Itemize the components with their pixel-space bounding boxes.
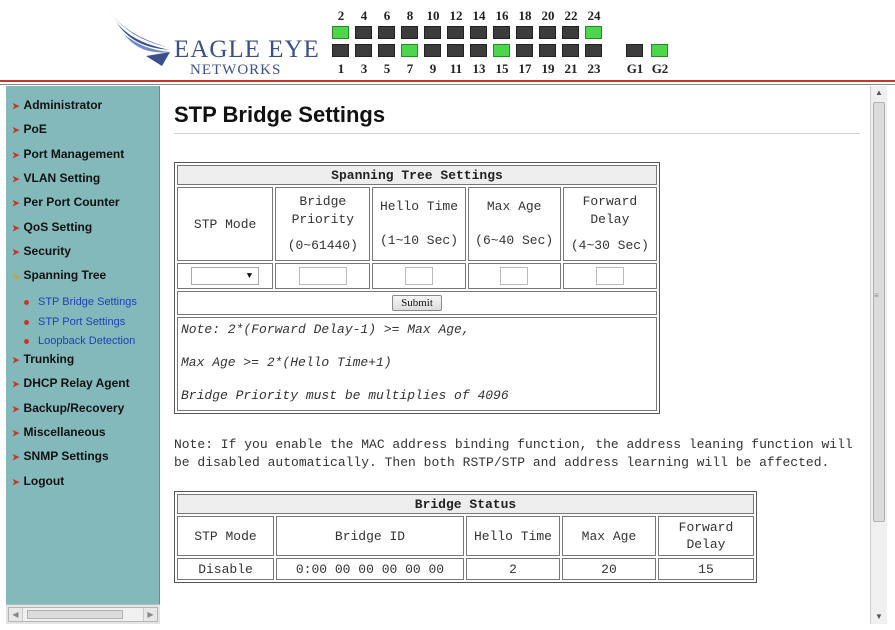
sidebar-subitem-label: Loopback Detection: [38, 335, 136, 347]
port-indicator-23[interactable]: [585, 44, 602, 57]
max-age-input[interactable]: [500, 267, 528, 285]
port-indicator-19[interactable]: [539, 44, 556, 57]
expanded-arrow-icon: ⇘: [12, 271, 20, 281]
sidebar-item-miscellaneous[interactable]: [12, 425, 106, 439]
port-label-19: 19: [541, 61, 555, 76]
port-indicator-7[interactable]: [401, 44, 418, 57]
port-indicator-15[interactable]: [493, 44, 510, 57]
sidebar-item-trunking[interactable]: [12, 352, 74, 366]
submit-button[interactable]: Submit: [392, 295, 442, 311]
bullet-icon: [24, 339, 29, 344]
col-forward-delay: [563, 187, 657, 261]
sidebar-item-label: Backup/Recovery: [23, 401, 125, 415]
bridge-priority-input[interactable]: [299, 267, 347, 285]
port-label-13: 13: [472, 61, 486, 76]
port-label-3: 3: [360, 61, 368, 76]
sidebar-item-label: PoE: [23, 122, 47, 136]
port-label-15: 15: [495, 61, 509, 76]
sidebar-item-security[interactable]: [12, 244, 71, 258]
forward-delay-input[interactable]: [596, 267, 624, 285]
port-indicator-12[interactable]: [447, 26, 464, 39]
title-divider: [174, 133, 860, 134]
sidebar-item-vlan-setting[interactable]: [12, 171, 100, 185]
status-bridge-id: 0:00 00 00 00 00 00: [276, 558, 464, 580]
settings-caption: Spanning Tree Settings: [177, 165, 657, 185]
port-label-10: 10: [426, 8, 440, 23]
port-indicator-18[interactable]: [516, 26, 533, 39]
status-header-hello-time: Hello Time: [466, 516, 560, 556]
port-label-14: 14: [472, 8, 486, 23]
arrow-right-icon: ➤: [12, 404, 20, 414]
port-indicator-g2[interactable]: [651, 44, 668, 57]
port-indicator-10[interactable]: [424, 26, 441, 39]
col-max-age: [468, 187, 561, 261]
max-age-cell: [468, 263, 561, 289]
sidebar-item-label: Per Port Counter: [23, 195, 120, 209]
arrow-right-icon: ➤: [12, 452, 20, 462]
arrow-right-icon: ➤: [12, 223, 20, 233]
scroll-left-icon[interactable]: ◀: [9, 608, 23, 621]
port-status-panel: [330, 8, 690, 80]
submit-cell: [177, 291, 657, 315]
status-max-age: 20: [562, 558, 656, 580]
col-hello-time-label: Hello Time: [380, 199, 459, 214]
arrow-right-icon: ➤: [12, 247, 20, 257]
sidebar-nav: [6, 86, 160, 604]
eagle-eye-logo: [106, 8, 320, 78]
sidebar-item-snmp-settings[interactable]: [12, 449, 109, 463]
port-label-16: 16: [495, 8, 509, 23]
bridge-priority-cell: [275, 263, 370, 289]
note-line-3: Bridge Priority must be multiplies of 4096: [181, 388, 509, 403]
port-indicator-14[interactable]: [470, 26, 487, 39]
port-indicator-11[interactable]: [447, 44, 464, 57]
port-label-g1: G1: [626, 61, 644, 76]
eagle-wing-icon: [106, 8, 176, 70]
port-label-20: 20: [541, 8, 555, 23]
col-bridge-priority-range: (0~61440): [287, 238, 358, 253]
port-label-11: 11: [449, 61, 463, 76]
sidebar-item-label: Spanning Tree: [23, 268, 107, 282]
status-header-bridge-id: Bridge ID: [276, 516, 464, 556]
port-indicator-4[interactable]: [355, 26, 372, 39]
sidebar-item-logout[interactable]: [12, 474, 64, 488]
sidebar-item-per-port-counter[interactable]: [12, 195, 120, 209]
scroll-up-icon[interactable]: ▲: [875, 88, 883, 97]
sidebar-item-label: Logout: [23, 474, 65, 488]
arrow-right-icon: ➤: [12, 198, 20, 208]
forward-delay-cell: [563, 263, 657, 289]
sidebar-item-label: Port Management: [23, 147, 125, 161]
sidebar-item-qos-setting[interactable]: [12, 220, 92, 234]
sidebar-subitem-stp-bridge-settings[interactable]: [24, 296, 137, 308]
col-bridge-priority-label: Bridge Priority: [291, 194, 355, 227]
port-indicator-13[interactable]: [470, 44, 487, 57]
settings-note: [177, 317, 657, 411]
page-title: STP Bridge Settings: [174, 102, 386, 127]
port-label-5: 5: [383, 61, 391, 76]
port-indicator-24[interactable]: [585, 26, 602, 39]
spanning-tree-settings-table: [174, 162, 660, 414]
port-indicator-21[interactable]: [562, 44, 579, 57]
sidebar-item-label: QoS Setting: [23, 220, 93, 234]
col-max-age-label: Max Age: [486, 199, 542, 214]
scroll-right-icon[interactable]: ▶: [143, 608, 157, 621]
arrow-right-icon: ➤: [12, 174, 20, 184]
stp-mode-cell: [177, 263, 273, 289]
sidebar-horizontal-scrollbar[interactable]: [8, 607, 158, 622]
scroll-thumb[interactable]: [873, 102, 885, 522]
col-hello-time: [372, 187, 465, 261]
port-label-2: 2: [337, 8, 345, 23]
hello-time-input[interactable]: [405, 267, 433, 285]
header: [0, 0, 895, 82]
header-divider: [0, 84, 895, 85]
port-label-1: 1: [337, 61, 345, 76]
arrow-right-icon: ➤: [12, 355, 20, 365]
port-label-24: 24: [587, 8, 601, 23]
sidebar-subitem-loopback-detection[interactable]: [24, 335, 135, 347]
port-indicator-8[interactable]: [401, 26, 418, 39]
sidebar-item-label: Administrator: [23, 98, 103, 112]
status-forward-delay: 15: [658, 558, 754, 580]
port-label-21: 21: [564, 61, 578, 76]
port-label-23: 23: [587, 61, 601, 76]
bridge-status-table: [174, 491, 757, 583]
col-hello-time-range: (1~10 Sec): [380, 233, 459, 248]
sidebar-item-administrator[interactable]: [12, 98, 102, 112]
col-stp-mode: STP Mode: [177, 187, 273, 261]
sidebar-item-port-management[interactable]: [12, 147, 124, 161]
scroll-thumb[interactable]: [27, 610, 123, 619]
col-forward-delay-label: Forward Delay: [582, 194, 638, 227]
port-label-4: 4: [360, 8, 368, 23]
sidebar-item-label: VLAN Setting: [23, 171, 101, 185]
sidebar-item-label: DHCP Relay Agent: [23, 376, 130, 390]
col-forward-delay-range: (4~30 Sec): [570, 238, 649, 253]
port-label-7: 7: [406, 61, 414, 76]
status-header-stp-mode: STP Mode: [177, 516, 274, 556]
bullet-icon: [24, 320, 29, 325]
port-indicator-6[interactable]: [378, 26, 395, 39]
status-hello-time: 2: [466, 558, 560, 580]
scroll-down-icon[interactable]: ▼: [875, 612, 883, 621]
arrow-right-icon: ➤: [12, 101, 20, 111]
brand-name: EAGLE EYE: [174, 36, 320, 63]
brand-subname: NETWORKS: [190, 62, 282, 78]
port-indicator-1[interactable]: [332, 44, 349, 57]
status-header-forward-delay: [658, 516, 754, 556]
status-caption: Bridge Status: [177, 494, 754, 514]
port-label-12: 12: [449, 8, 463, 23]
port-indicator-22[interactable]: [562, 26, 579, 39]
note-line-1: Note: 2*(Forward Delay-1) >= Max Age,: [181, 322, 470, 337]
port-label-6: 6: [383, 8, 391, 23]
arrow-right-icon: ➤: [12, 379, 20, 389]
scroll-grip-icon: ≡: [874, 291, 879, 300]
sidebar-item-dhcp-relay-agent[interactable]: [12, 376, 130, 390]
sidebar-item-spanning-tree[interactable]: [12, 268, 106, 282]
sidebar-item-label: SNMP Settings: [23, 449, 109, 463]
main-vertical-scrollbar[interactable]: [870, 86, 887, 624]
sidebar-item-backup-recovery[interactable]: [12, 401, 124, 415]
arrow-right-icon: ➤: [12, 428, 20, 438]
sidebar-item-label: Security: [23, 244, 71, 258]
port-indicator-17[interactable]: [516, 44, 533, 57]
sidebar-item-label: Miscellaneous: [23, 425, 106, 439]
status-header-max-age: Max Age: [562, 516, 656, 556]
arrow-right-icon: ➤: [12, 125, 20, 135]
main-content: [162, 86, 870, 624]
sidebar-subitem-stp-port-settings[interactable]: [24, 316, 125, 328]
col-max-age-range: (6~40 Sec): [475, 233, 554, 248]
port-indicator-g1[interactable]: [626, 44, 643, 57]
arrow-right-icon: ➤: [12, 150, 20, 160]
port-indicator-5[interactable]: [378, 44, 395, 57]
status-header-forward-delay-label: Forward Delay: [678, 520, 734, 552]
mac-binding-note: Note: If you enable the MAC address binding function, the address leaning function will be disabled automatically. Then both RSTP/STP and address learning will be affected.: [174, 437, 853, 470]
port-label-g2: G2: [651, 61, 669, 76]
sidebar-subitem-label: STP Port Settings: [38, 316, 126, 328]
port-label-9: 9: [429, 61, 437, 76]
port-indicator-2[interactable]: [332, 26, 349, 39]
port-indicator-16[interactable]: [493, 26, 510, 39]
note-line-2: Max Age >= 2*(Hello Time+1): [181, 355, 392, 370]
port-indicator-20[interactable]: [539, 26, 556, 39]
port-indicator-9[interactable]: [424, 44, 441, 57]
status-stp-mode: Disable: [177, 558, 274, 580]
port-label-18: 18: [518, 8, 532, 23]
col-bridge-priority: [275, 187, 370, 261]
port-label-8: 8: [406, 8, 414, 23]
port-label-22: 22: [564, 8, 578, 23]
port-indicator-3[interactable]: [355, 44, 372, 57]
hello-time-cell: [372, 263, 465, 289]
sidebar-subitem-label: STP Bridge Settings: [38, 296, 137, 308]
stp-mode-select[interactable]: [191, 267, 259, 285]
sidebar-item-label: Trunking: [23, 352, 75, 366]
port-label-17: 17: [518, 61, 532, 76]
bullet-icon: [24, 300, 29, 305]
chevron-down-icon: ▼: [246, 271, 253, 281]
sidebar-item-poe[interactable]: [12, 122, 47, 136]
arrow-right-icon: ➤: [12, 477, 20, 487]
